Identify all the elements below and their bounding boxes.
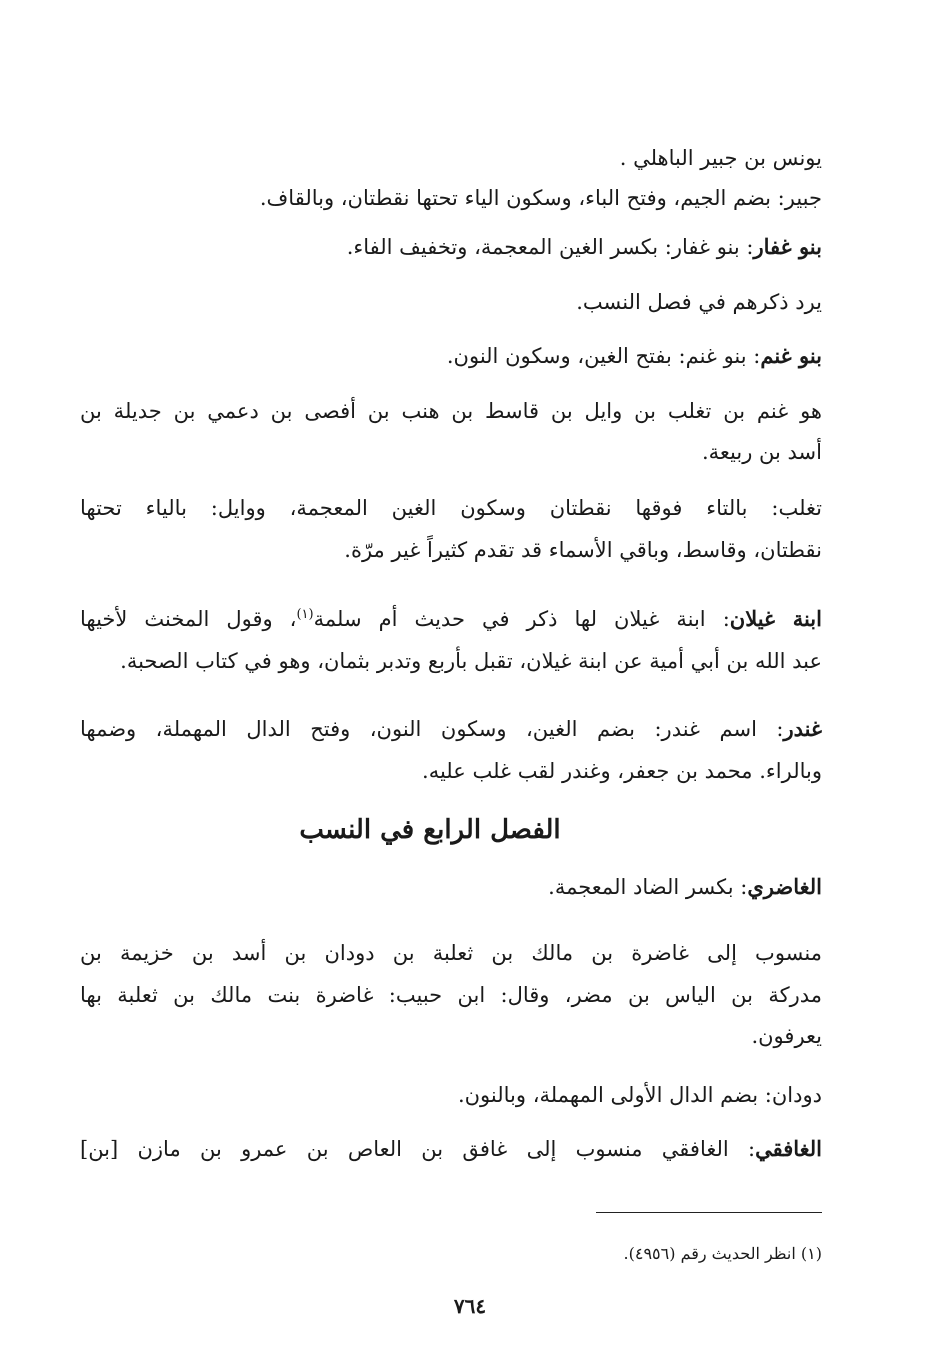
- text-line-17: يعرفون.: [751, 1024, 822, 1048]
- entry-head: بنو غفار: [753, 234, 822, 259]
- entry-al-ghafiqi: الغافقي: الغافقي منسوب إلى غافق بن العاص بن عمرو بن مازن [بن]: [80, 1136, 822, 1161]
- page-number: ٧٦٤: [453, 1294, 487, 1318]
- entry-head: ابنة غيلان: [729, 606, 822, 631]
- entry-ibnat-ghaylan: ابنة غيلان: ابنة غيلان لها ذكر في حديث أم سلمة$^{(١)}$، وقول المخنث لأخيها: [80, 606, 822, 631]
- text-line-16: مدركة بن الياس بن مضر، وقال: ابن حبيب: غاضرة بنت مالك بن ثعلبة بها: [80, 983, 822, 1007]
- entry-al-ghadiri: الغاضري: بكسر الضاد المعجمة.: [548, 874, 822, 899]
- footnote: (١) انظر الحديث رقم (٤٩٥٦).: [623, 1244, 822, 1263]
- footnote-marker: (١): [296, 607, 314, 622]
- entry-head: غندر: [783, 716, 822, 741]
- entry-head: الغاضري: [747, 874, 822, 899]
- entry-head: بنو غنم: [760, 343, 822, 368]
- entry-head: الغافقي: [755, 1136, 822, 1161]
- text-line-2: جبير: بضم الجيم، وفتح الباء، وسكون الياء تحتها نقطتان، وبالقاف.: [259, 186, 822, 210]
- entry-ghundar: غندر: اسم غندر: بضم الغين، وسكون النون، وفتح الدال المهملة، وضمها: [80, 716, 822, 741]
- text-line-8: تغلب: بالتاء فوقها نقطتان وسكون الغين المعجمة، ووايل: بالياء تحتها: [80, 496, 822, 520]
- section-heading: الفصل الرابع في النسب: [299, 815, 561, 845]
- text-line-9: نقطتان، وقاسط، وباقي الأسماء قد تقدم كثيراً غير مرّة.: [344, 538, 822, 562]
- entry-banu-ghanm: بنو غنم: بنو غنم: بفتح الغين، وسكون النون.: [446, 343, 822, 368]
- text-line-7: أسد بن ربيعة.: [701, 440, 822, 464]
- text-line-18: دودان: بضم الدال الأولى المهملة، وبالنون.: [457, 1083, 822, 1107]
- footnote-divider: [596, 1212, 822, 1213]
- text-line-13: وبالراء. محمد بن جعفر، وغندر لقب غلب عليه.: [422, 759, 822, 783]
- entry-banu-ghifar: بنو غفار: بنو غفار: بكسر الغين المعجمة، وتخفيف الفاء.: [346, 234, 822, 259]
- text-line-4: يرد ذكرهم في فصل النسب.: [576, 290, 822, 314]
- text-line-6: هو غنم بن تغلب بن وايل بن قاسط بن هنب بن أفصى بن دعمي بن جديلة بن: [80, 399, 822, 423]
- text-line-11: عبد الله بن أبي أمية عن ابنة غيلان، تقبل بأربع وتدبر بثمان، وهو في كتاب الصحبة.: [120, 649, 822, 673]
- text-line-1: يونس بن جبير الباهلي .: [619, 146, 822, 170]
- text-line-15: منسوب إلى غاضرة بن مالك بن ثعلبة بن دودان بن أسد بن خزيمة بن: [80, 941, 822, 965]
